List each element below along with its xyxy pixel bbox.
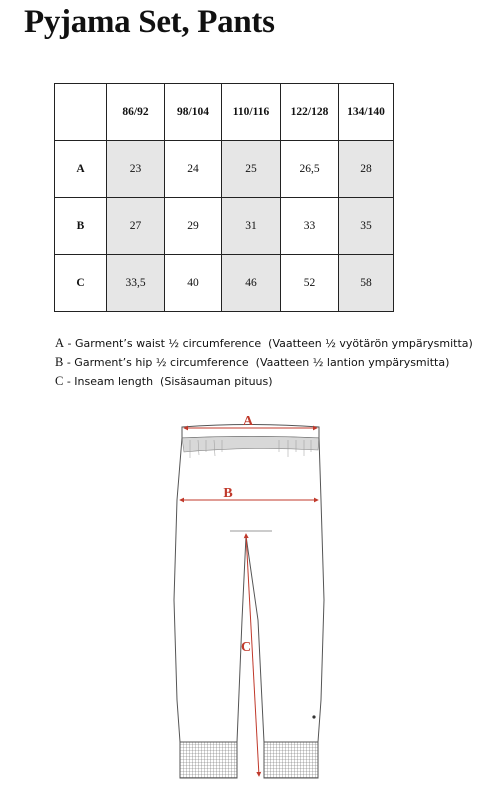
measure-label-a: A (242, 414, 254, 429)
legend-text: - Garment’s waist ½ circumference (64, 337, 262, 350)
measurement-legend (55, 334, 473, 391)
table-cell: 35 (339, 198, 394, 255)
pants-diagram (0, 400, 502, 800)
table-cell: 40 (165, 255, 222, 312)
table-cell: 58 (339, 255, 394, 312)
legend-item-b (55, 353, 473, 372)
size-header: 98/104 (165, 84, 222, 141)
table-cell: 26,5 (281, 141, 339, 198)
legend-text: - Inseam length (63, 375, 154, 388)
table-cell: 31 (222, 198, 281, 255)
legend-key: C (55, 374, 64, 388)
page-title: Pyjama Set, Pants (24, 4, 275, 40)
table-header-row (55, 84, 394, 141)
table-row (55, 255, 394, 312)
legend-item-a (55, 334, 473, 353)
table-cell: 24 (165, 141, 222, 198)
measure-label-c: C (240, 640, 252, 655)
table-cell: 29 (165, 198, 222, 255)
table-cell: 52 (281, 255, 339, 312)
size-header: 122/128 (281, 84, 339, 141)
row-label: B (55, 198, 107, 255)
decorative-dot (312, 715, 315, 718)
table-cell: 33 (281, 198, 339, 255)
legend-translation: (Sisäsauman pituus) (160, 375, 273, 388)
right-cuff (264, 742, 318, 778)
size-header: 134/140 (339, 84, 394, 141)
table-cell: 25 (222, 141, 281, 198)
legend-key: B (55, 355, 64, 369)
table-cell: 33,5 (107, 255, 165, 312)
row-label: A (55, 141, 107, 198)
table-row (55, 141, 394, 198)
size-header: 110/116 (222, 84, 281, 141)
legend-translation: (Vaatteen ½ vyötärön ympärysmitta) (268, 337, 473, 350)
table-cell: 23 (107, 141, 165, 198)
table-cell: 28 (339, 141, 394, 198)
table-cell: 27 (107, 198, 165, 255)
legend-key: A (55, 336, 65, 350)
row-label: C (55, 255, 107, 312)
table-row (55, 198, 394, 255)
left-cuff (180, 742, 237, 778)
legend-translation: (Vaatteen ½ lantion ympärysmitta) (255, 356, 450, 369)
table-cell: 46 (222, 255, 281, 312)
table-corner-cell (55, 84, 107, 141)
waistband (182, 425, 319, 459)
measure-line-c (246, 534, 259, 776)
size-table (54, 83, 394, 312)
legend-item-c (55, 372, 473, 391)
size-header: 86/92 (107, 84, 165, 141)
legend-text: - Garment’s hip ½ circumference (63, 356, 249, 369)
measure-label-b: B (223, 486, 233, 501)
